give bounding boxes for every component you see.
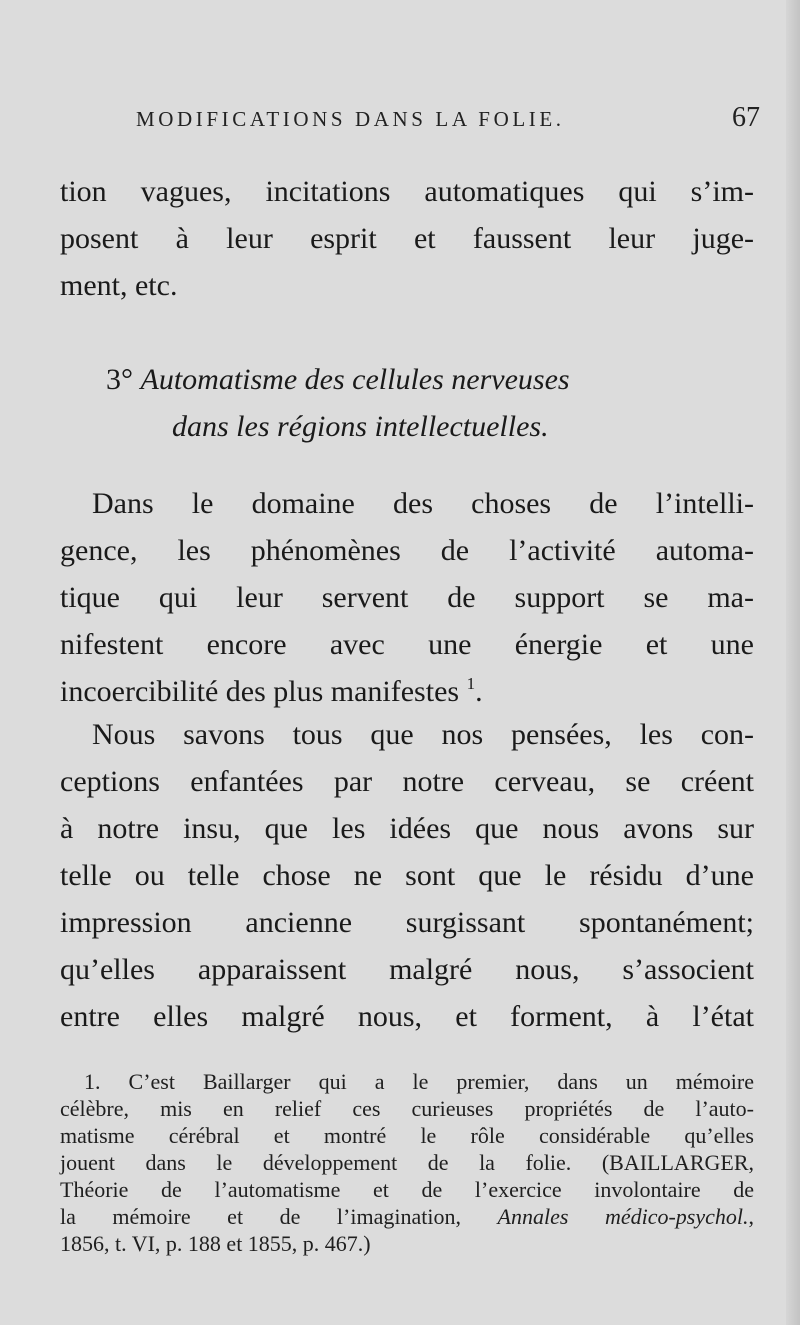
text-fragment: . <box>475 675 483 708</box>
footnote-line <box>60 1203 754 1230</box>
footnote-line: 1. C’est Baillarger qui a le premier, dans un mémoire <box>84 1069 754 1094</box>
text-line: ceptions enfantées par notre cerveau, se créent <box>60 765 754 798</box>
text-line: impression ancienne surgissant spontanément; <box>60 906 754 939</box>
footnote-line: 1856, t. VI, p. 188 et 1855, p. 467.) <box>60 1231 371 1256</box>
text-line: nifestent encore avec une énergie et une <box>60 628 754 661</box>
text-line: ment, etc. <box>60 269 178 302</box>
text-line: telle ou telle chose ne sont que le résidu d’une <box>60 859 754 892</box>
text-line: qu’elles apparaissent malgré nous, s’associent <box>60 953 754 986</box>
text-line: tion vagues, incitations automatiques qui s’im- <box>60 175 754 208</box>
text-fragment: , <box>748 1204 755 1229</box>
text-line: tique qui leur servent de support se ma- <box>60 581 754 614</box>
text-line: posent à leur esprit et faussent leur juge- <box>60 222 754 255</box>
page-number: 67 <box>732 102 760 133</box>
text-line: à notre insu, que les idées que nous avons sur <box>60 812 754 845</box>
section-heading-line <box>60 356 754 403</box>
footnote-line: célèbre, mis en relief ces curieuses propriétés de l’auto- <box>60 1096 754 1121</box>
paragraph-thoughts <box>60 711 754 1040</box>
footnote-line: jouent dans le développement de la folie. (BAILLARGER, <box>60 1150 754 1175</box>
footnote-line: matisme cérébral et montré le rôle considérable qu’elles <box>60 1123 754 1148</box>
section-title-part: dans les régions intellectuelles. <box>172 410 549 443</box>
journal-title: Annales médico-psychol. <box>497 1204 749 1229</box>
text-fragment: la mémoire et de l’imagination, <box>60 1204 498 1229</box>
footnote-line: Théorie de l’automatisme et de l’exercice involontaire de <box>60 1177 754 1202</box>
text-line: Dans le domaine des choses de l’intelli- <box>92 487 754 520</box>
footnote-reference: 1 <box>466 674 476 693</box>
text-line: Nous savons tous que nos pensées, les con- <box>92 718 754 751</box>
text-fragment: incoercibilité des plus manifestes <box>60 675 460 708</box>
paragraph-continuation <box>60 168 754 309</box>
text-line: entre elles malgré nous, et forment, à l’état <box>60 1000 754 1033</box>
section-title-part: Automatisme des cellules nerveuses <box>140 363 570 396</box>
section-number: 3° <box>106 363 133 396</box>
running-head: MODIFICATIONS DANS LA FOLIE. <box>136 107 565 131</box>
page-header <box>60 100 760 140</box>
footnote <box>60 1068 754 1257</box>
page-edge-shadow <box>786 0 800 1325</box>
text-line: gence, les phénomènes de l’activité automa- <box>60 534 754 567</box>
paragraph-intelligence <box>60 480 754 715</box>
text-line-with-note <box>60 668 754 715</box>
section-heading <box>60 356 754 450</box>
